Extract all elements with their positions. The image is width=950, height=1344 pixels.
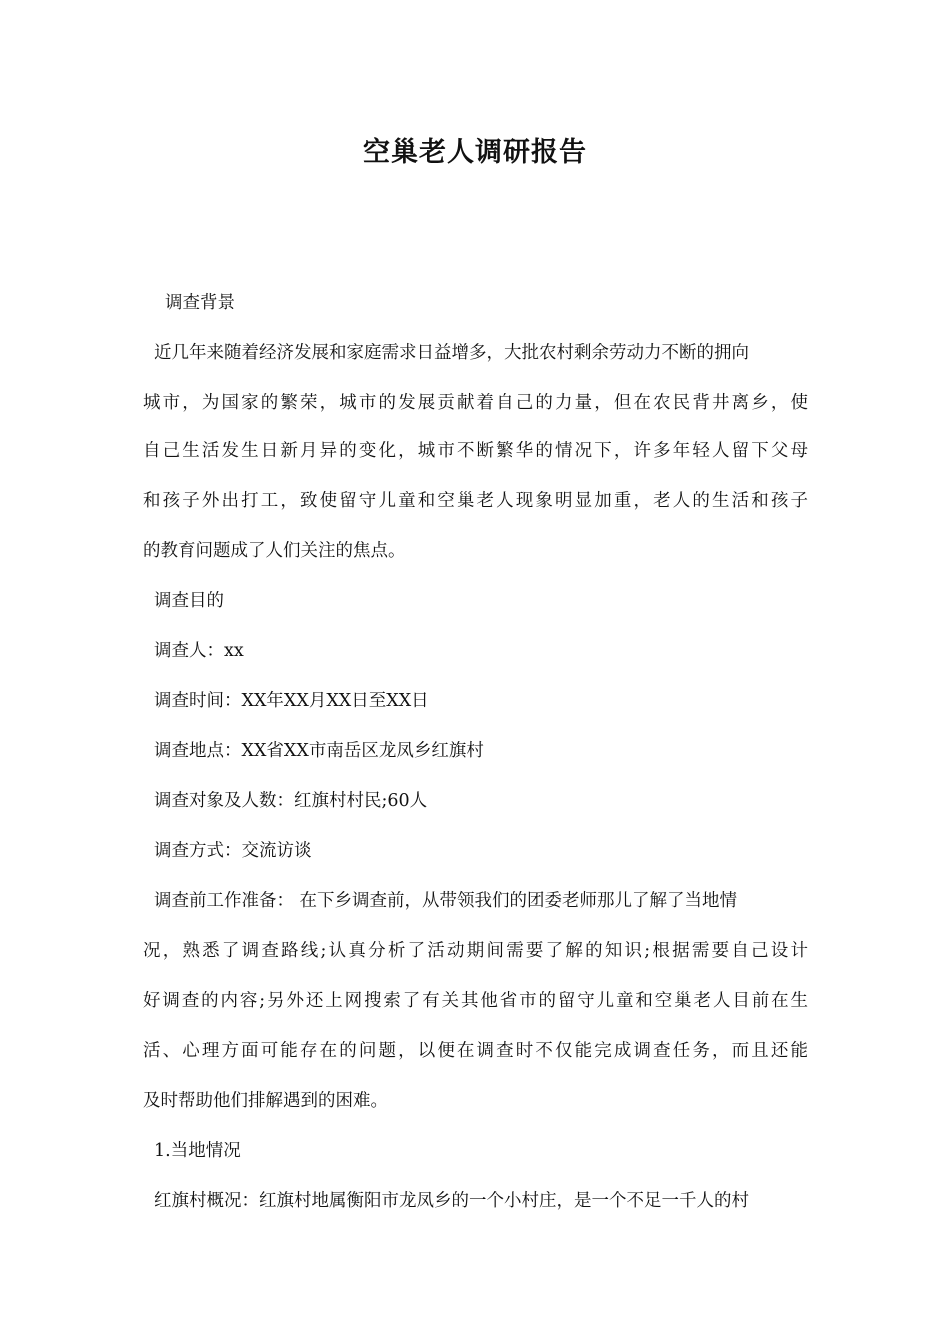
paragraph-line: 调查前工作准备： 在下乡调查前，从带领我们的团委老师那儿了解了当地情 — [154, 891, 738, 911]
document-title: 空巢老人调研报告 — [363, 137, 587, 168]
section-heading-purpose: 调查目的 — [154, 591, 224, 611]
info-line-time: 调查时间：XX年XX月XX日至XX日 — [154, 691, 429, 711]
info-line-location: 调查地点：XX省XX市南岳区龙凤乡红旗村 — [154, 741, 484, 761]
paragraph-line: 自己生活发生日新月异的变化，城市不断繁华的情况下，许多年轻人留下父母 — [143, 441, 808, 461]
info-line-method: 调查方式：交流访谈 — [154, 841, 312, 861]
paragraph-line: 活、心理方面可能存在的问题，以便在调查时不仅能完成调查任务，而且还能 — [143, 1041, 808, 1061]
paragraph-line: 好调查的内容;另外还上网搜索了有关其他省市的留守儿童和空巢老人目前在生 — [143, 991, 808, 1011]
paragraph-line: 红旗村概况：红旗村地属衡阳市龙凤乡的一个小村庄，是一个不足一千人的村 — [154, 1191, 749, 1211]
paragraph-line: 的教育问题成了人们关注的焦点。 — [143, 541, 406, 561]
paragraph-line: 近几年来随着经济发展和家庭需求日益增多，大批农村剩余劳动力不断的拥向 — [154, 343, 749, 363]
paragraph-line: 况，熟悉了调查路线;认真分析了活动期间需要了解的知识;根据需要自己设计 — [143, 941, 808, 961]
section-heading-local-situation: 1.当地情况 — [154, 1141, 241, 1161]
info-line-investigator: 调查人：xx — [154, 641, 244, 661]
paragraph-line: 及时帮助他们排解遇到的困难。 — [143, 1091, 388, 1111]
paragraph-line: 和孩子外出打工，致使留守儿童和空巢老人现象明显加重，老人的生活和孩子 — [143, 491, 808, 511]
section-heading-background: 调查背景 — [165, 293, 235, 313]
paragraph-line: 城市，为国家的繁荣，城市的发展贡献着自己的力量，但在农民背井离乡，使 — [143, 393, 808, 413]
info-line-subjects: 调查对象及人数：红旗村村民;60人 — [154, 791, 428, 811]
